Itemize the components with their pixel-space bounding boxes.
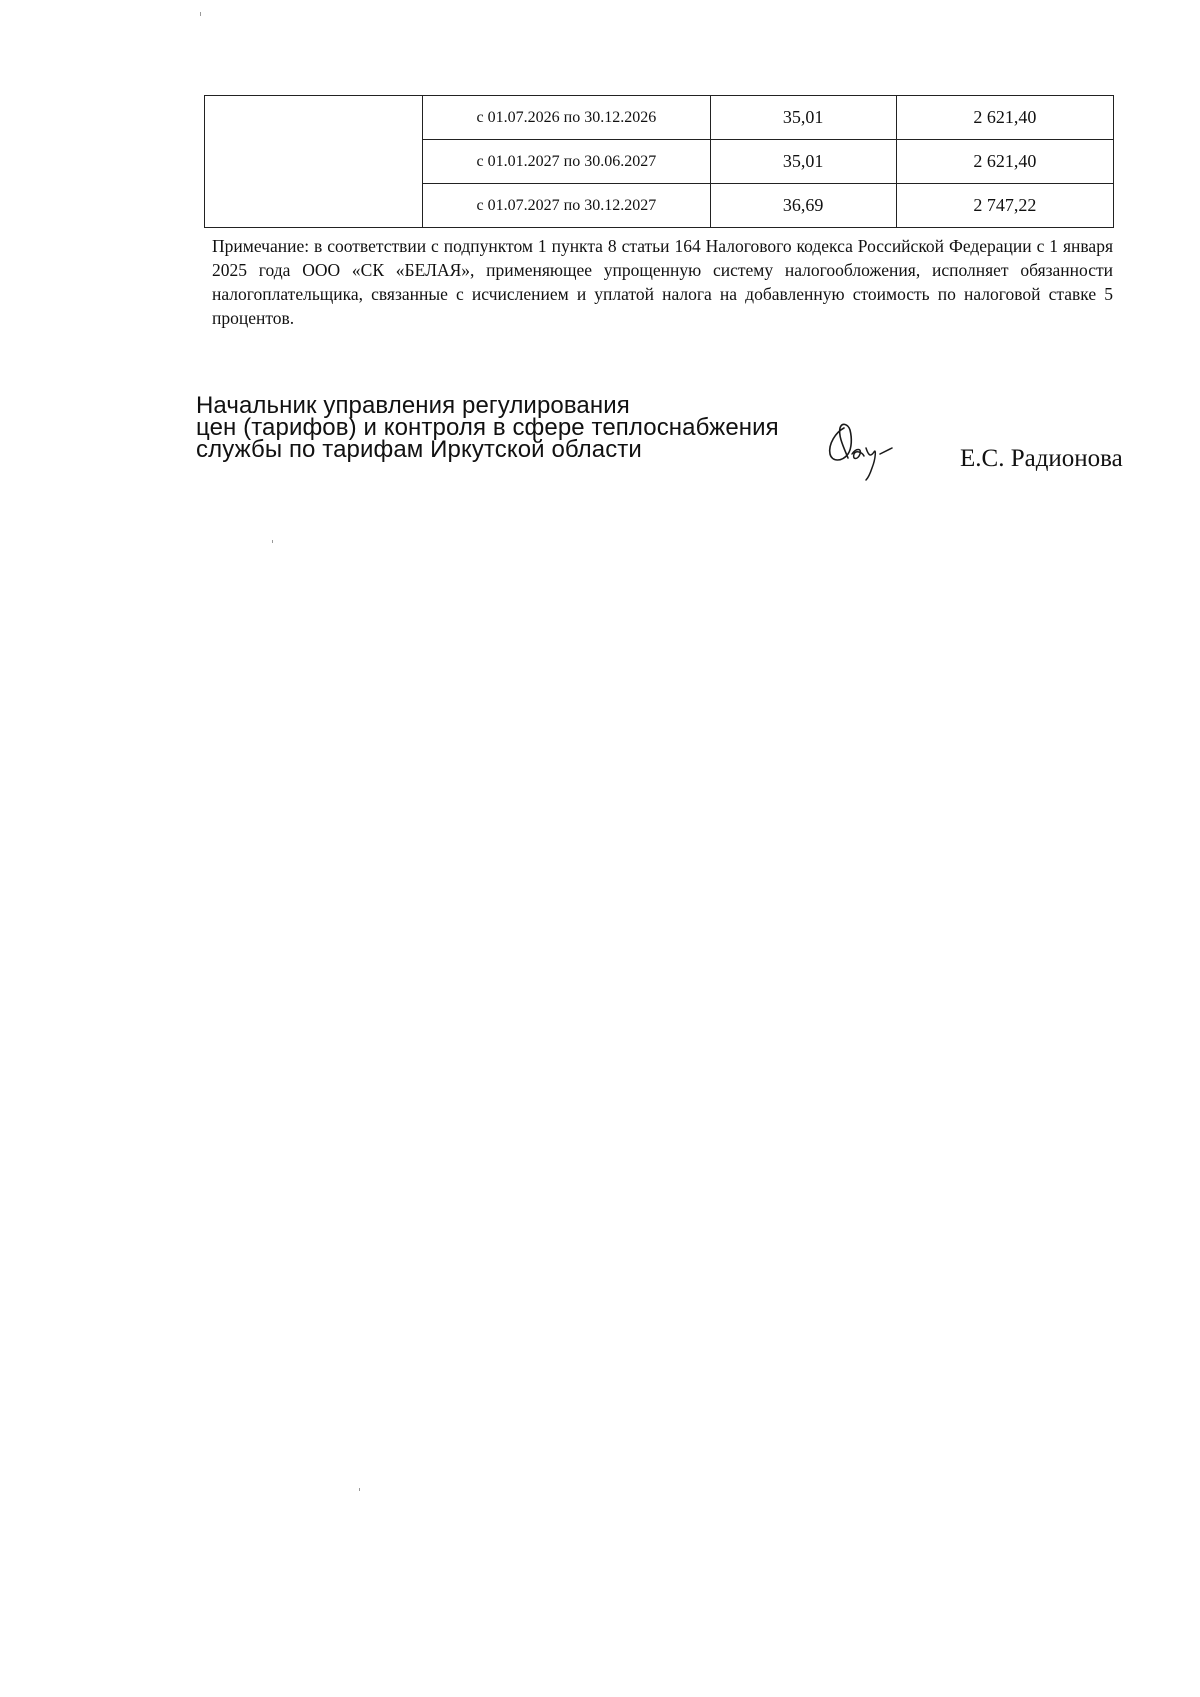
signer-position-line: службы по тарифам Иркутской области bbox=[196, 436, 642, 463]
signer-position-line: цен (тарифов) и контроля в сфере теплоснабжения bbox=[196, 414, 779, 441]
period-cell: с 01.07.2027 по 30.12.2027 bbox=[423, 184, 710, 228]
table-row bbox=[205, 96, 1114, 140]
tariff-table bbox=[204, 95, 1114, 228]
amount-cell: 2 621,40 bbox=[896, 140, 1113, 184]
signer-name: Е.С. Радионова bbox=[960, 445, 1123, 472]
merged-empty-cell bbox=[205, 96, 423, 228]
amount-cell: 2 747,22 bbox=[896, 184, 1113, 228]
rate-cell: 35,01 bbox=[710, 140, 896, 184]
signer-position-line: Начальник управления регулирования bbox=[196, 392, 630, 419]
amount-cell: 2 621,40 bbox=[896, 96, 1113, 140]
rate-cell: 36,69 bbox=[710, 184, 896, 228]
period-cell: с 01.07.2026 по 30.12.2026 bbox=[423, 96, 710, 140]
tax-note: Примечание: в соответствии с подпунктом 1 пункта 8 статьи 164 Налогового кодекса Российской Федерации с 1 января 2025 года ООО «СК «БЕЛАЯ», применяющее упрощенную систему налогообложения, исполняет обязанности налогоплательщика, связанные с исчислением и уплатой налога на добавленную стоимость по налоговой ставке 5 процентов. bbox=[212, 236, 1113, 328]
handwritten-signature bbox=[822, 418, 904, 484]
rate-cell: 35,01 bbox=[710, 96, 896, 140]
period-cell: с 01.01.2027 по 30.06.2027 bbox=[423, 140, 710, 184]
scan-speck bbox=[359, 1488, 360, 1491]
signer-position bbox=[196, 392, 846, 463]
scan-speck bbox=[272, 540, 273, 543]
scan-speck bbox=[200, 12, 201, 16]
